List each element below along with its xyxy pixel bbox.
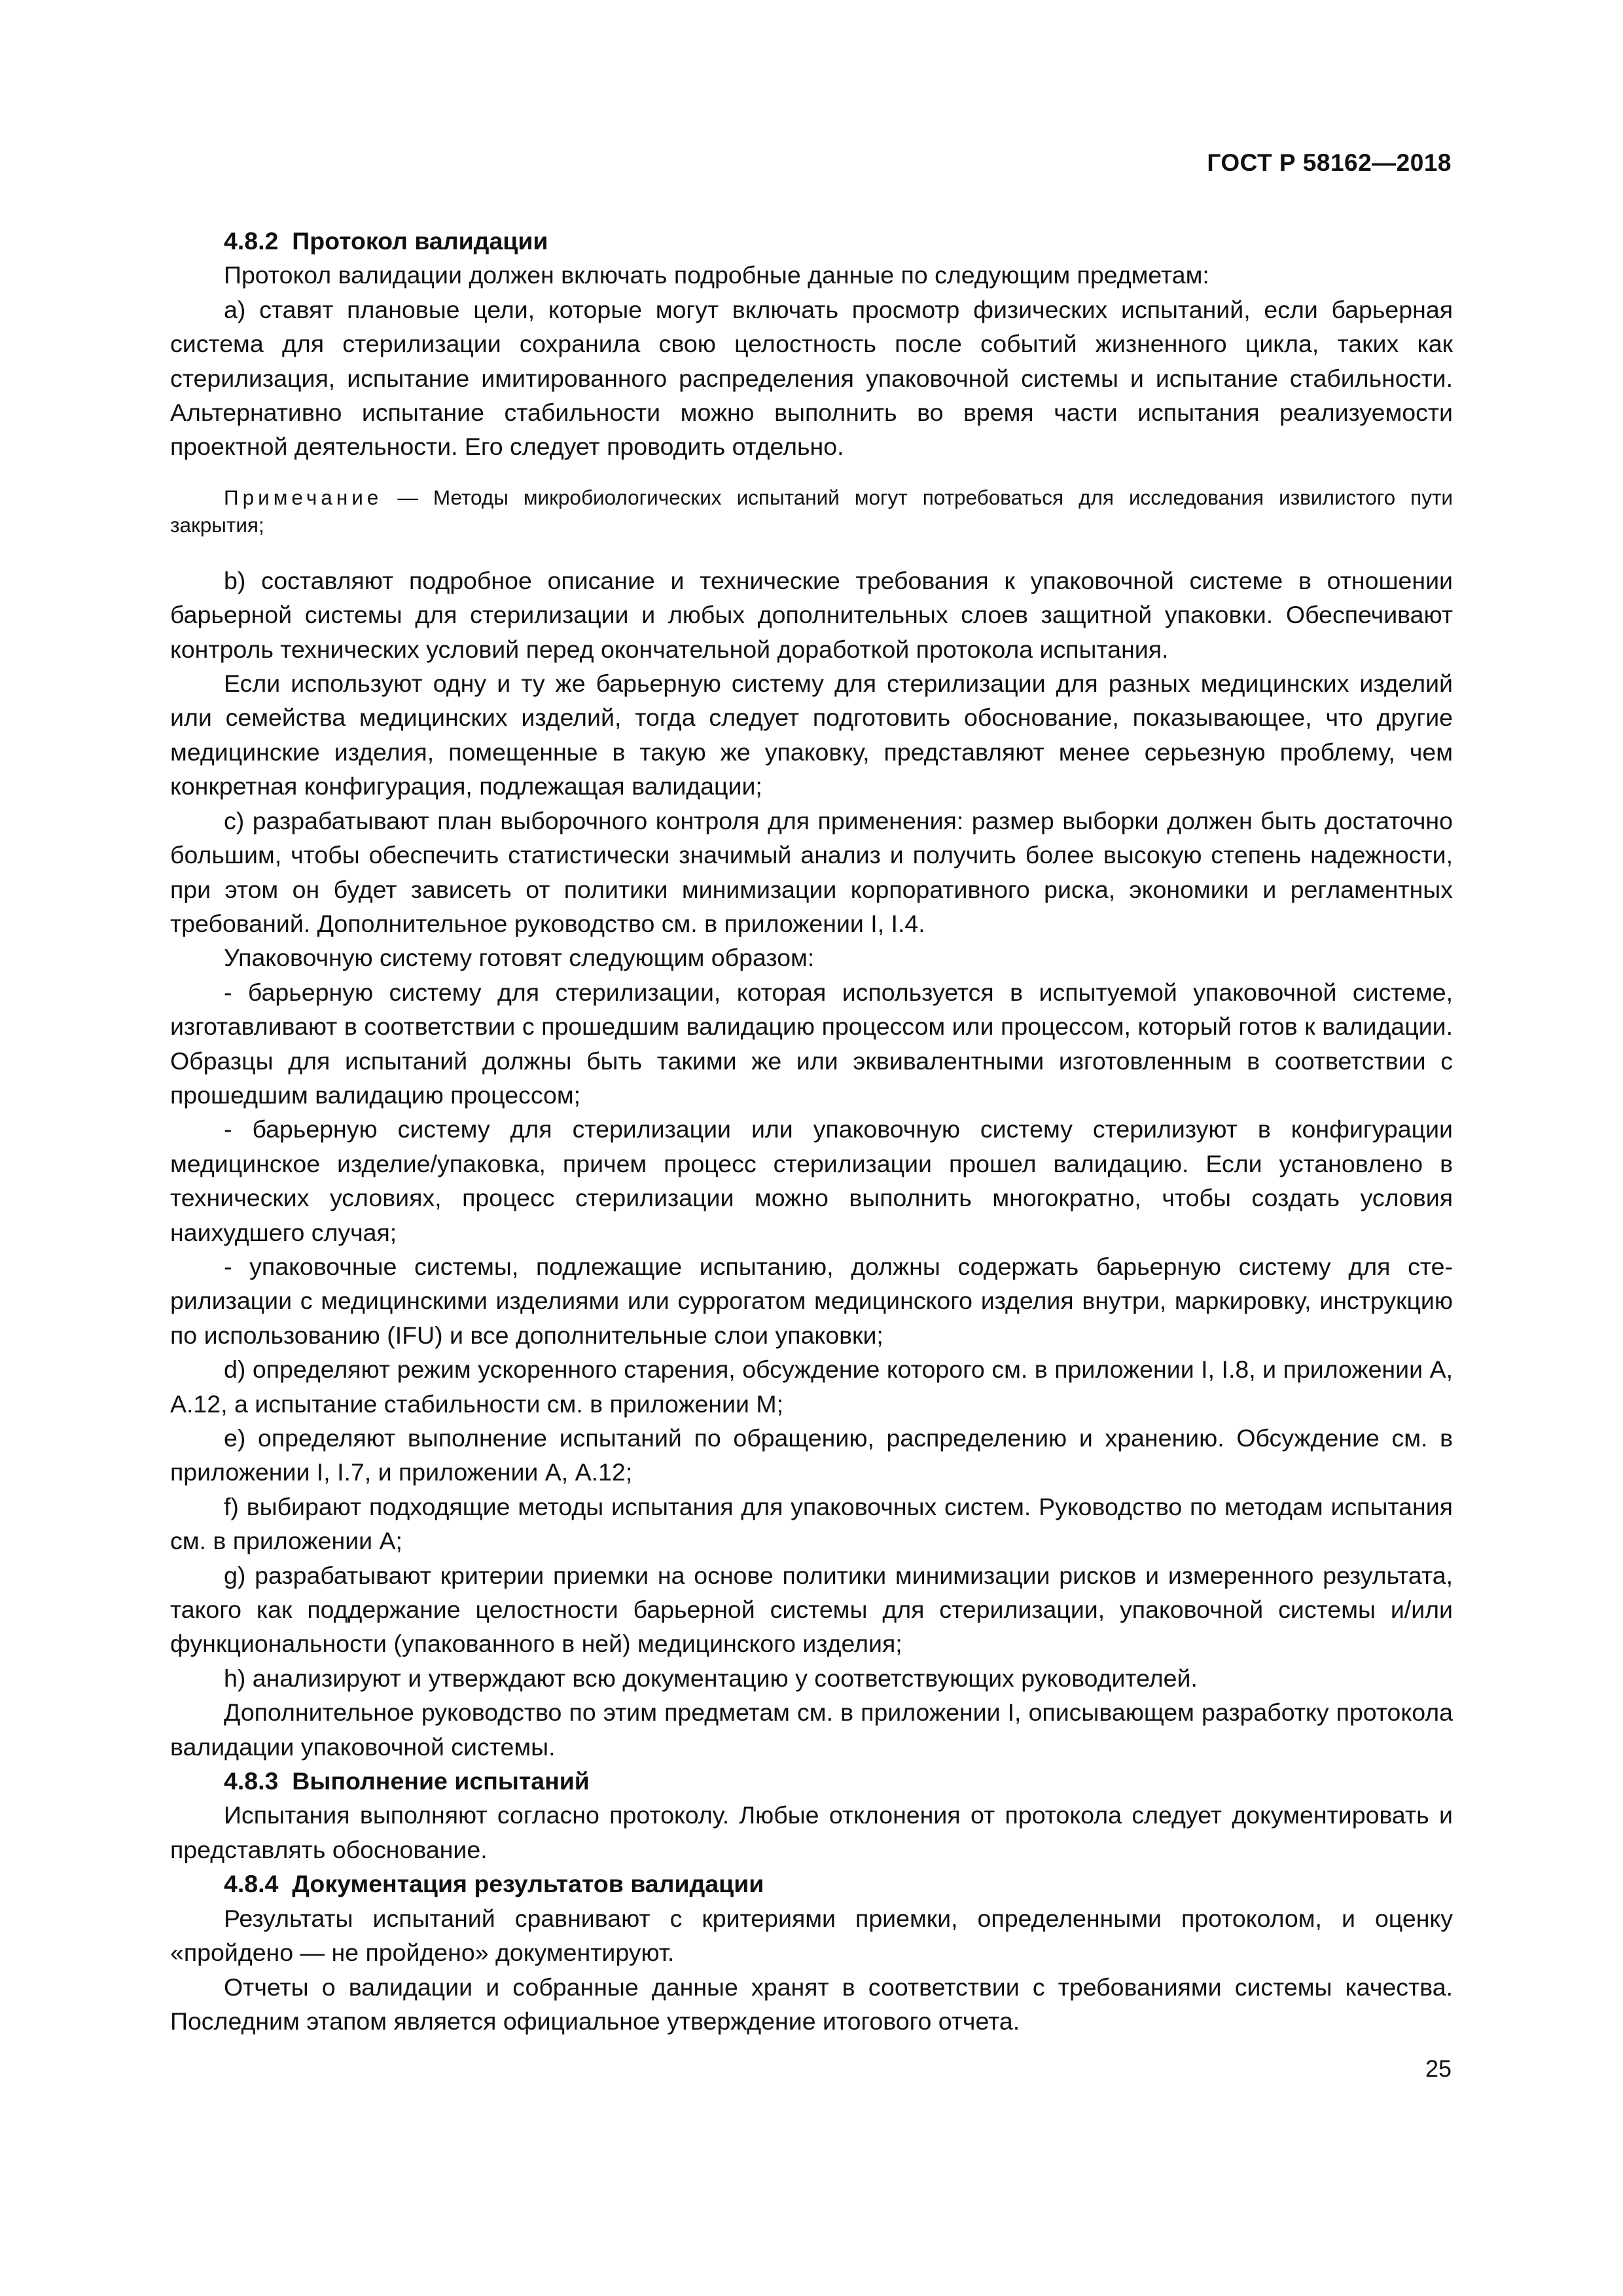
- paragraph-dash-3: - упаковочные системы, подлежащие испытанию, должны содержать барьерную систему для стерилизации с медицинскими изделиями или суррогатом медицинского изделия внутри, маркировку, инструкцию по использованию (IFU) и все дополнительные слои упаковки;: [170, 1252, 1453, 1349]
- paragraph-item-g: g) разрабатывают критерии приемки на основе политики минимизации рисков и измеренного результата, такого как поддержание целостности барьерной системы для стерилизации, упаковочной системы и/или функциональности (упакованного в ней) медицинского изделия;: [170, 1561, 1453, 1658]
- section-number: 4.8.3: [224, 1767, 279, 1795]
- paragraph-4-8-4-reports: Отчеты о валидации и собранные данные хранят в соответствии с требованиями системы качества. Последним этапом является официальное утверждение итогового отчета.: [170, 1973, 1453, 2035]
- paragraph-item-c: с) разрабатывают план выборочного контроля для применения: размер выборки должен быть достаточно большим, чтобы обеспечить статистически значимый анализ и получить более высокую степень надежности, при этом он будет зависеть от политики минимизации корпоративного риска, экономики и регламентных требований. Дополнительное руководство см. в приложении I, I.4.: [170, 806, 1453, 937]
- paragraph-4-8-3: Испытания выполняют согласно протоколу. Любые отклонения от протокола следует документировать и представлять обоснование.: [170, 1801, 1453, 1863]
- paragraph-item-a: а) ставят плановые цели, которые могут включать просмотр физических испытаний, если барьерная система для стерилизации сохранила свою целостность после событий жизненного цикла, таких как стерилизация, испытание имитированного распределения упаковочной системы и испытание стабильности. Альтернативно испытание стабильности можно выполнить во время части испытания реализуемости проектной деятельности. Его следует проводить отдельно.: [170, 295, 1453, 461]
- section-heading-4-8-4: [170, 1867, 1453, 1901]
- paragraph-intro: Протокол валидации должен включать подробные данные по следующим предметам:: [224, 261, 1209, 289]
- paragraph-4-8-4-results: Результаты испытаний сравнивают с критериями приемки, определенными протоколом, и оценку «пройдено — не пройдено» документируют.: [170, 1904, 1453, 1967]
- paragraph-dash-1: - барьерную систему для стерилизации, которая используется в испытуемой упаковочной системе, изготавливают в соответствии с прошедшим валидацию процессом или процессом, который готов к валидации. Образцы для испытаний должны быть такими же или эквивалентными изготовленным в соответствии с прошедшим валидацию процессом;: [170, 978, 1453, 1109]
- paragraph-dash-2: - барьерную систему для стерилизации или упаковочную систему стерилизуют в конфигурации медицинское изделие/упаковка, причем процесс стерилизации прошел валидацию. Если установлено в технических условиях, процесс стерилизации можно выполнить многократно, чтобы создать условия наихудшего случая;: [170, 1115, 1453, 1246]
- paragraph-item-b-continued: Если используют одну и ту же барьерную систему для стерилизации для разных медицинских изделий или семейства медицинских изделий, тогда следует подготовить обоснование, показывающее, что другие медицинские изделия, помещенные в такую же упаковку, представляют менее серьезную проблему, чем конкретная конфигурация, подлежащая валидации;: [170, 670, 1453, 800]
- document-body: [170, 224, 1453, 2038]
- page-number: 25: [1425, 2055, 1452, 2082]
- paragraph-item-h: h) анализируют и утверждают всю документацию у соответствующих руководителей.: [224, 1664, 1198, 1692]
- note-text: — Методы микробиологических испытаний могут потребоваться для исследования извилистого пути закрытия;: [170, 485, 1453, 537]
- section-title: Документация результатов валидации: [292, 1870, 764, 1898]
- paragraph-item-f: f) выбирают подходящие методы испытания для упаковочных систем. Руководство по методам испытания см. в приложении А;: [170, 1492, 1453, 1555]
- section-heading-4-8-2: [170, 224, 1453, 258]
- paragraph-item-e: е) определяют выполнение испытаний по обращению, распределению и хранению. Обсуждение см. в приложении I, I.7, и приложении А, А.12;: [170, 1424, 1453, 1486]
- paragraph-item-d: d) определяют режим ускоренного старения, обсуждение которого см. в приложении I, I.8, и приложении А, А.12, а испытание стабильности см. в приложении М;: [170, 1355, 1453, 1418]
- section-number: 4.8.2: [224, 227, 279, 255]
- section-number: 4.8.4: [224, 1870, 279, 1898]
- section-title: Протокол валидации: [292, 227, 548, 255]
- section-heading-4-8-3: [170, 1764, 1453, 1798]
- paragraph-preparation: Упаковочную систему готовят следующим образом:: [224, 944, 815, 972]
- paragraph-item-b: b) составляют подробное описание и технические требования к упаковочной системе в отношении барьерной системы для стерилизации и любых дополнительных слоев защитной упаковки. Обеспечивают контроль технических условий перед окончательной доработкой протокола испытания.: [170, 566, 1453, 663]
- note: [170, 484, 1453, 539]
- paragraph-item-h-continued: Дополнительное руководство по этим предметам см. в приложении I, описывающем разработку протокола валидации упаковочной системы.: [170, 1698, 1453, 1761]
- section-title: Выполнение испытаний: [292, 1767, 590, 1795]
- note-label: Примечание: [224, 485, 383, 509]
- standard-code: ГОСТ Р 58162—2018: [1207, 149, 1452, 176]
